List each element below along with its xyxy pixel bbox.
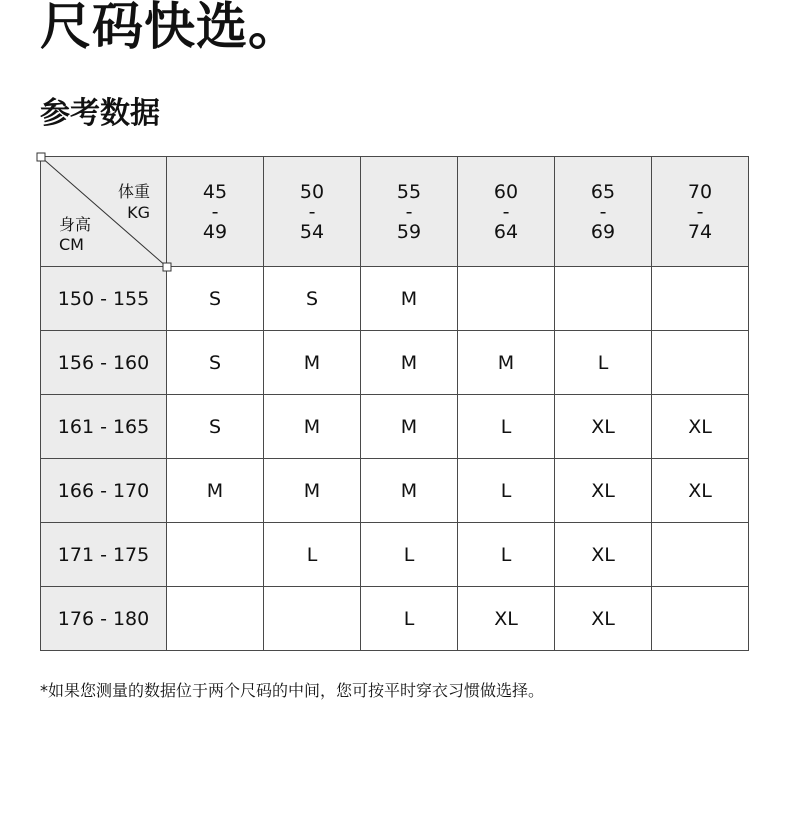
size-cell: XL: [555, 523, 652, 587]
height-range-cell: 171 - 175: [41, 523, 167, 587]
size-cell: L: [458, 395, 555, 459]
size-cell: [652, 267, 749, 331]
size-cell: L: [361, 587, 458, 651]
size-cell: M: [264, 331, 361, 395]
weight-header-cell: [264, 157, 361, 267]
weight-unit: KG: [127, 203, 150, 222]
weight-to: 59: [396, 220, 422, 243]
weight-from: 45: [202, 180, 228, 203]
size-cell: M: [361, 395, 458, 459]
weight-from: 60: [493, 180, 519, 203]
size-cell: M: [458, 331, 555, 395]
weight-from: 50: [299, 180, 325, 203]
weight-dash: -: [308, 200, 316, 223]
size-cell: S: [264, 267, 361, 331]
weight-from: 70: [687, 180, 713, 203]
size-cell: L: [458, 523, 555, 587]
size-cell: L: [458, 459, 555, 523]
size-cell: [458, 267, 555, 331]
size-cell: XL: [652, 459, 749, 523]
size-cell: L: [555, 331, 652, 395]
size-cell: [167, 587, 264, 651]
table-row: [41, 587, 749, 651]
size-cell: M: [361, 331, 458, 395]
size-cell: XL: [652, 395, 749, 459]
height-range-cell: 176 - 180: [41, 587, 167, 651]
weight-dash: -: [696, 200, 704, 223]
weight-to: 74: [687, 220, 713, 243]
section-title: 参考数据: [40, 96, 160, 131]
size-cell: [264, 587, 361, 651]
weight-from: 65: [590, 180, 616, 203]
weight-dash: -: [211, 200, 219, 223]
height-range-cell: 161 - 165: [41, 395, 167, 459]
weight-dash: -: [405, 200, 413, 223]
weight-to: 54: [299, 220, 325, 243]
corner-height-label: [59, 215, 91, 255]
weight-from: 55: [396, 180, 422, 203]
table-row: [41, 523, 749, 587]
size-cell: M: [264, 395, 361, 459]
corner-weight-label: [118, 181, 150, 223]
size-cell: S: [167, 267, 264, 331]
page-title: 尺码快选。: [40, 0, 301, 57]
height-range-cell: 150 - 155: [41, 267, 167, 331]
size-cell: S: [167, 331, 264, 395]
size-cell: [652, 523, 749, 587]
size-cell: M: [264, 459, 361, 523]
size-cell: M: [361, 267, 458, 331]
weight-to: 64: [493, 220, 519, 243]
height-unit: CM: [59, 235, 84, 254]
table-row: [41, 459, 749, 523]
height-range-cell: 156 - 160: [41, 331, 167, 395]
size-cell: [652, 587, 749, 651]
weight-label: 体重: [117, 182, 150, 201]
weight-dash: -: [502, 200, 510, 223]
weight-to: 69: [590, 220, 616, 243]
weight-header-cell: [652, 157, 749, 267]
weight-header-row: [41, 157, 749, 267]
footnote: *如果您测量的数据位于两个尺码的中间，您可按平时穿衣习惯做选择。: [40, 681, 545, 700]
size-cell: L: [264, 523, 361, 587]
size-cell: M: [361, 459, 458, 523]
size-cell: M: [167, 459, 264, 523]
size-cell: XL: [458, 587, 555, 651]
size-chart-table: [40, 156, 749, 651]
size-cell: L: [361, 523, 458, 587]
size-cell: [167, 523, 264, 587]
weight-header-cell: [167, 157, 264, 267]
weight-header-cell: [555, 157, 652, 267]
size-cell: XL: [555, 459, 652, 523]
weight-dash: -: [599, 200, 607, 223]
weight-to: 49: [202, 220, 228, 243]
size-cell: [555, 267, 652, 331]
table-row: [41, 267, 749, 331]
height-range-cell: 166 - 170: [41, 459, 167, 523]
size-cell: XL: [555, 587, 652, 651]
height-label: 身高: [59, 215, 92, 234]
corner-cell: [41, 157, 167, 267]
size-cell: S: [167, 395, 264, 459]
weight-header-cell: [458, 157, 555, 267]
weight-header-cell: [361, 157, 458, 267]
size-cell: [652, 331, 749, 395]
table-row: [41, 331, 749, 395]
table-row: [41, 395, 749, 459]
size-cell: XL: [555, 395, 652, 459]
